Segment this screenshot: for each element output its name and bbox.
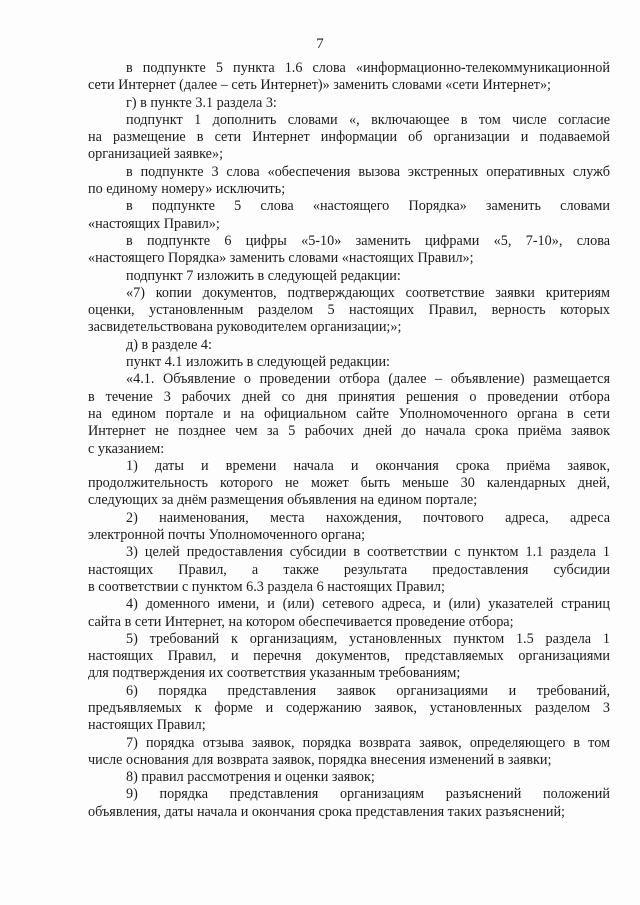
text-line: в подпункте 5 пункта 1.6 слова «информационно-телекоммуникационной — [126, 60, 610, 76]
text-line: для подтверждения их соответствия указанным требованиям; — [88, 665, 461, 682]
text-line: подпункт 7 изложить в следующей редакции: — [126, 267, 401, 284]
text-line: организацией заявке»; — [88, 146, 224, 163]
paragraph — [88, 285, 610, 337]
text-line: оценки, установленным разделом 5 настоящих Правил, верность которых — [88, 302, 610, 319]
text-line: на размещение в сети Интернет информации об организации и подаваемой — [88, 129, 610, 146]
text-line: Интернет не позднее чем за 5 рабочих дней до начала срока приёма заявок — [88, 423, 610, 440]
text-line: 1) даты и времени начала и окончания срока приёма заявок, — [126, 457, 610, 474]
paragraph — [88, 198, 610, 233]
text-line: 2) наименования, места нахождения, почтового адреса, адреса — [126, 509, 610, 526]
text-line: электронной почты Уполномоченного органа; — [88, 527, 366, 544]
paragraph — [88, 60, 610, 95]
text-line: г) в пункте 3.1 раздела 3: — [126, 94, 277, 111]
paragraph — [88, 544, 610, 596]
text-line: с указанием: — [88, 440, 165, 457]
text-line: пункт 4.1 изложить в следующей редакции: — [126, 354, 390, 371]
text-line: настоящих Правил; — [88, 717, 206, 734]
paragraph — [88, 354, 610, 371]
text-line: сайта в сети Интернет, на котором обеспечивается проведение отбора; — [88, 613, 514, 630]
text-line: 5) требований к организациям, установленных пунктом 1.5 раздела 1 — [126, 630, 610, 647]
paragraph — [88, 233, 610, 268]
paragraph — [88, 112, 610, 164]
paragraph — [88, 631, 610, 683]
paragraph — [88, 458, 610, 510]
text-line: следующих за днём размещения объявления на едином портале; — [88, 492, 478, 509]
text-line: в подпункте 6 цифры «5-10» заменить цифрами «5, 7-10», слова — [126, 232, 610, 249]
text-line: 6) порядка представления заявок организациями и требований, — [126, 682, 610, 699]
text-line: в подпункте 5 слова «настоящего Порядка» заменить словами — [126, 198, 610, 215]
text-line: 9) порядка представления организациям разъяснений положений — [126, 786, 610, 803]
text-line: продолжительность которого не может быть меньше 30 календарных дней, — [88, 475, 610, 492]
text-line: числе основания для возврата заявок, порядка внесения изменений в заявки; — [88, 751, 552, 768]
text-line: на едином портале и на официальном сайте Уполномоченного органа в сети — [88, 405, 610, 422]
text-line: в течение 3 рабочих дней со дня принятия решения о проведении отбора — [88, 388, 610, 405]
text-line: объявления, даты начала и окончания срока представления таких разъяснений; — [88, 803, 565, 820]
text-line: предъявляемых к форме и содержанию заявок, установленных разделом 3 — [88, 699, 610, 716]
text-line: «7) копии документов, подтверждающих соответствие заявки критериям — [126, 284, 610, 301]
paragraph — [88, 510, 610, 545]
paragraph — [88, 786, 610, 821]
text-line: д) в разделе 4: — [126, 336, 212, 353]
text-line: по единому номеру» исключить; — [88, 181, 286, 198]
text-line: в соответствии с пунктом 6.3 раздела 6 настоящих Правил; — [88, 578, 445, 595]
paragraph — [88, 95, 610, 112]
paragraph — [88, 735, 610, 770]
text-line: «4.1. Объявление о проведении отбора (далее – объявление) размещается — [126, 371, 610, 388]
paragraph — [88, 337, 610, 354]
text-line: 3) целей предоставления субсидии в соответствии с пунктом 1.1 раздела 1 — [126, 544, 610, 561]
text-line: в подпункте 3 слова «обеспечения вызова экстренных оперативных служб — [126, 163, 610, 180]
text-line: подпункт 1 дополнить словами «, включающее в том числе согласие — [126, 111, 610, 128]
paragraph — [88, 268, 610, 285]
text-line: «настоящих Правил»; — [88, 215, 220, 232]
text-line: засвидетельствована руководителем организации;»; — [88, 319, 402, 336]
page-number: 7 — [316, 36, 324, 52]
text-line: сети Интернет (далее – сеть Интернет)» заменить словами «сети Интернет»; — [88, 77, 551, 94]
text-line: 4) доменного имени, и (или) сетевого адреса, и (или) указателей страниц — [126, 596, 610, 613]
paragraph — [88, 683, 610, 735]
document-body — [88, 60, 610, 821]
paragraph — [88, 371, 610, 457]
paragraph — [88, 596, 610, 631]
text-line: настоящих Правил, а также результата предоставления субсидии — [88, 561, 610, 578]
text-line: 7) порядка отзыва заявок, порядка возврата заявок, определяющего в том — [126, 734, 610, 751]
text-line: 8) правил рассмотрения и оценки заявок; — [126, 769, 375, 786]
text-line: настоящих Правил, и перечня документов, представляемых организациями — [88, 648, 610, 665]
paragraph — [88, 164, 610, 199]
paragraph — [88, 769, 610, 786]
text-line: «настоящего Порядка» заменить словами «настоящих Правил»; — [88, 250, 474, 267]
